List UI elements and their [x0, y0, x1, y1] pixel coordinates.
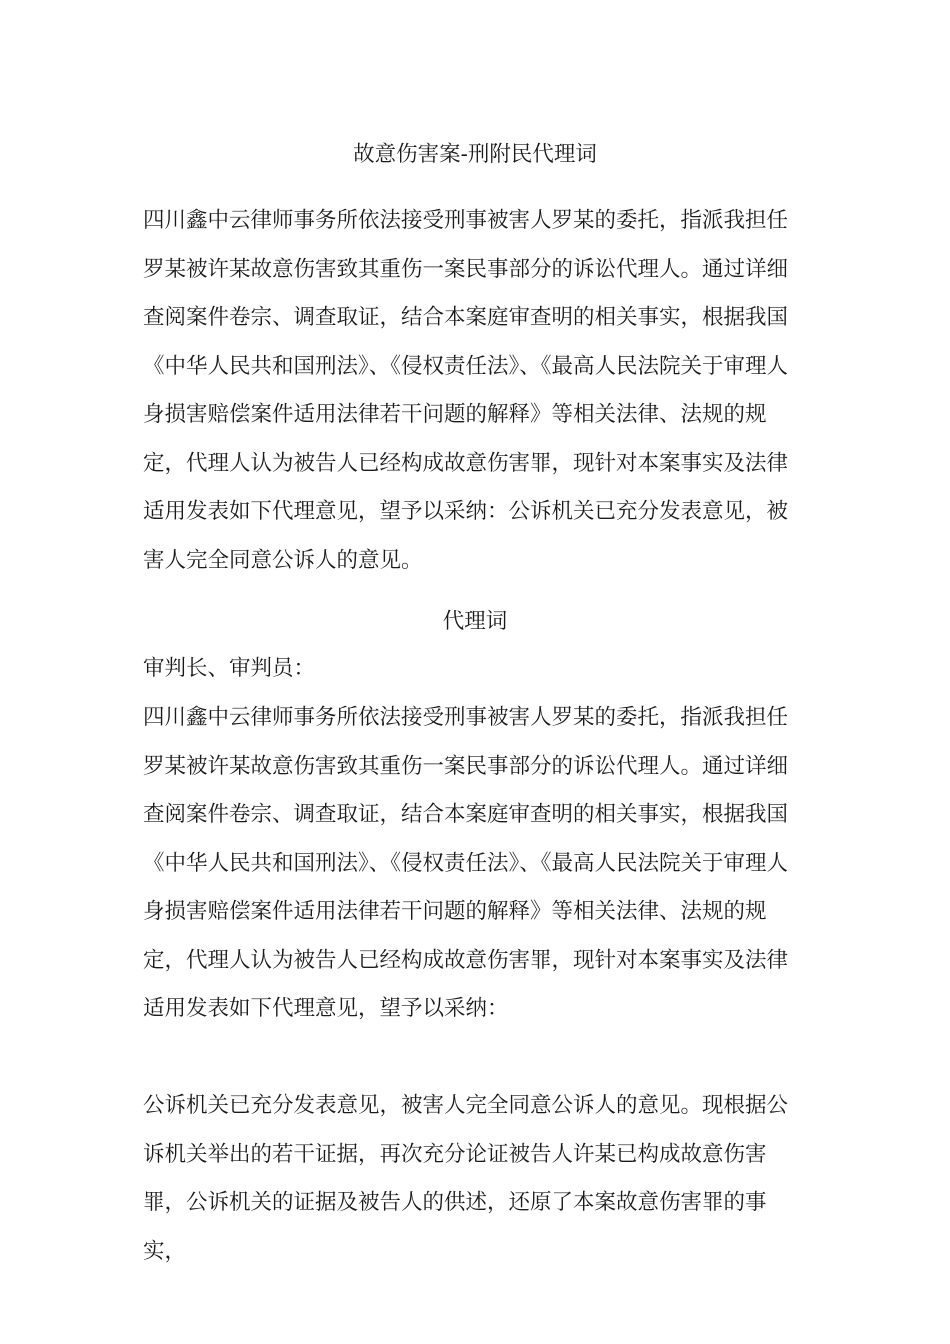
body-paragraph-1: 四川鑫中云律师事务所依法接受刑事被害人罗某的委托，指派我担任罗某被许某故意伤害致其重伤一案民事部分的诉讼代理人。通过详细查阅案件卷宗、调查取证，结合本案庭审查明的相关事实，根据我国《中华人民共和国刑法》、《侵权责任法》、《最高人民法院关于审理人身损害赔偿案件适用法律若干问题的解释》等相关法律、法规的规定，代理人认为被告人已经构成故意伤害罪，现针对本案事实及法律适用发表如下代理意见，望予以采纳： — [143, 705, 789, 1021]
salutation: 审判长、审判员： — [143, 656, 316, 681]
document-title: 故意伤害案-刑附民代理词 — [353, 142, 597, 167]
intro-paragraph: 四川鑫中云律师事务所依法接受刑事被害人罗某的委托，指派我担任罗某被许某故意伤害致其重伤一案民事部分的诉讼代理人。通过详细查阅案件卷宗、调查取证，结合本案庭审查明的相关事实，根据我国《中华人民共和国刑法》、《侵权责任法》、《最高人民法院关于审理人身损害赔偿案件适用法律若干问题的解释》等相关法律、法规的规定，代理人认为被告人已经构成故意伤害罪，现针对本案事实及法律适用发表如下代理意见，望予以采纳：公诉机关已充分发表意见，被害人完全同意公诉人的意见。 — [143, 208, 789, 573]
section-heading: 代理词 — [442, 609, 508, 634]
body-paragraph-2: 公诉机关已充分发表意见，被害人完全同意公诉人的意见。现根据公诉机关举出的若干证据，再次充分论证被告人许某已构成故意伤害罪，公诉机关的证据及被告人的供述，还原了本案故意伤害罪的事实， — [143, 1093, 789, 1264]
